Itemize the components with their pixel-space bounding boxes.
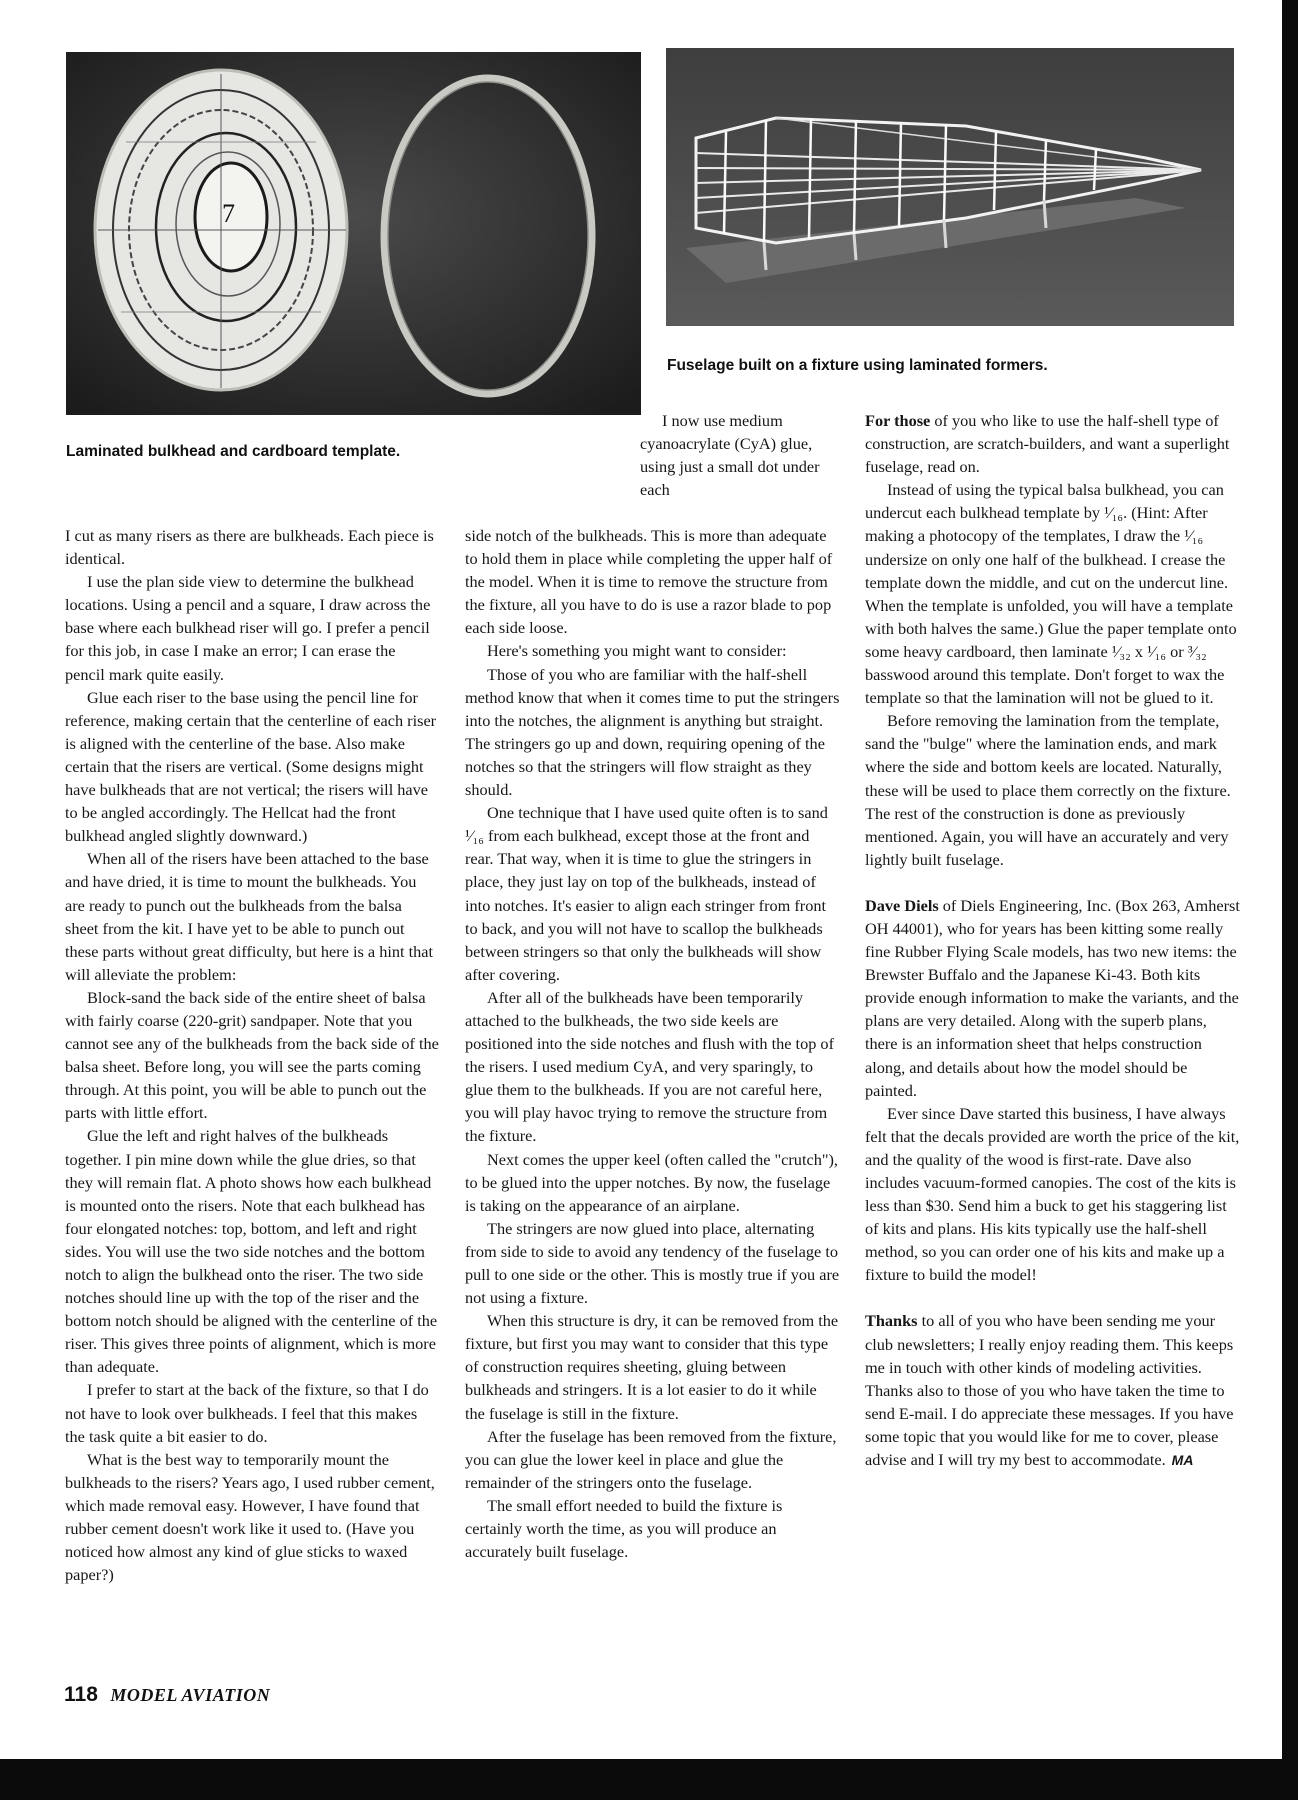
paragraph: The stringers are now glued into place, alternating from side to side to avoid any tendency of the fuselage to pull to one side or the other. This is mostly true if you are not using a fixture. bbox=[465, 1218, 840, 1308]
paragraph: I cut as many risers as there are bulkheads. Each piece is identical. bbox=[65, 526, 434, 569]
article-column-1 bbox=[65, 524, 439, 1586]
paragraph: After the fuselage has been removed from the fixture, you can glue the lower keel in place and glue the remainder of the stringers onto the fuselage. bbox=[465, 1426, 837, 1492]
paragraph: When this structure is dry, it can be removed from the fixture, but first you may want to consider that this type of construction requires sheeting, gluing between bulkheads and stringers. It is a lot easier to do it while the fuselage is still in the fixture. bbox=[465, 1311, 839, 1423]
paragraph: For those of you who like to use the half-shell type of construction, are scratch-builders, and want a superlight fuselage, read on. bbox=[865, 411, 1230, 477]
paragraph: I now use medium cyanoacrylate (CyA) glue, using just a small dot under each bbox=[640, 411, 820, 500]
photo-caption-bulkhead: Laminated bulkhead and cardboard template. bbox=[66, 443, 401, 460]
fuselage-photo-image bbox=[666, 48, 1234, 326]
paragraph: side notch of the bulkheads. This is more than adequate to hold them in place while completing the upper half of the model. When it is time to remove the structure from the fixture, all you have to do is use a razor blade to pop each side loose. bbox=[465, 526, 833, 638]
paragraph: Instead of using the typical balsa bulkhead, you can undercut each bulkhead template by ¹⁄₁₆. (Hint: After making a photocopy of the templates, I draw the ¹⁄₁₆ undersize on only one half of the bulkhead. I crease the template down the middle, and cut on the undercut line. When the template is unfolded, you will have a template with both halves the same.) Glue the paper template onto some heavy cardboard, then laminate ¹⁄₃₂ x ¹⁄₁₆ or ³⁄₃₂ basswood around this template. Don't forget to wax the template so that the lamination will not be glued to it. bbox=[865, 480, 1237, 708]
template-number-label: 7 bbox=[222, 199, 235, 228]
paragraph: I use the plan side view to determine the bulkhead locations. Using a pencil and a square, I draw across the base where each bulkhead riser will go. I prefer a pencil for this job, in case I make an error; I can erase the pencil mark quite easily. bbox=[65, 572, 431, 684]
paragraph: What is the best way to temporarily mount the bulkheads to the risers? Years ago, I used rubber cement, which made removal easy. However, I have found that rubber cement doesn't work like it used to. (Have you noticed how almost any kind of glue sticks to waxed paper?) bbox=[65, 1449, 435, 1585]
paragraph: Next comes the upper keel (often called the "crutch"), to be glued into the upper notches. By now, the fuselage is taking on the appearance of an airplane. bbox=[465, 1149, 838, 1215]
paragraph: Thanks to all of you who have been sending me your club newsletters; I really enjoy reading them. This keeps me in touch with other kinds of modeling activities. Thanks also to those of you who have taken the time to send E-mail. I do appreciate these messages. If you have some topic that you would like for me to cover, please advise and I will try my best to accommodate. MA bbox=[865, 1311, 1234, 1470]
article-column-2 bbox=[465, 524, 840, 1563]
paragraph: Ever since Dave started this business, I have always felt that the decals provided are worth the price of the kit, and the quality of the wood is first-rate. Dave also includes vacuum-formed canopies. The cost of the kits is less than $30. Send him a buck to get his staggering list of kits and plans. His kits typically use the half-shell method, so you can order one of his kits and make up a fixture to build the model! bbox=[865, 1103, 1240, 1285]
article-column-2-lead bbox=[640, 409, 840, 501]
scan-border-right bbox=[1282, 0, 1298, 1800]
magazine-name: MODEL AVIATION bbox=[110, 1685, 271, 1705]
bulkhead-photo bbox=[66, 52, 641, 415]
fuselage-photo bbox=[666, 48, 1234, 326]
run-in-head: Dave Diels bbox=[865, 895, 939, 915]
paragraph: I prefer to start at the back of the fixture, so that I do not have to look over bulkheads. I feel that this makes the task quite a bit easier to do. bbox=[65, 1380, 429, 1446]
run-in-head: Thanks bbox=[865, 1311, 918, 1331]
bulkhead-photo-image bbox=[66, 52, 641, 415]
paragraph: Glue the left and right halves of the bulkheads together. I pin mine down while the glue dries, so that they will remain flat. A photo shows how each bulkhead is mounted onto the risers. Note that each bulkhead has four elongated notches: top, bottom, and left and right sides. You will use the two side notches and the bottom notch to align the bulkhead onto the riser. The two side notches should line up with the top of the riser and the bottom notch should be aligned with the centerline of the riser. This gives three points of alignment, which is more than adequate. bbox=[65, 1126, 438, 1377]
photo-caption-fuselage: Fuselage built on a fixture using laminated formers. bbox=[667, 357, 1048, 374]
article-column-3 bbox=[865, 409, 1240, 1472]
scan-border-bottom bbox=[0, 1759, 1298, 1800]
page-footer bbox=[64, 1683, 270, 1707]
paragraph: Here's something you might want to consider: bbox=[487, 641, 787, 661]
paragraph: Glue each riser to the base using the pencil line for reference, making certain that the centerline of each riser is aligned with the centerline of the base. Also make certain that the risers are vertical. (Some designs might have bulkheads that are not vertical; the risers will have to be angled accordingly. The Hellcat had the front bulkhead angled slightly downward.) bbox=[65, 687, 437, 846]
paragraph: Before removing the lamination from the template, sand the "bulge" where the lamination ends, and mark where the side and bottom keels are located. Naturally, these will be used to place them correctly on the fixture. The rest of the construction is done as previously mentioned. Again, you will have an accurately and very lightly built fuselage. bbox=[865, 711, 1231, 869]
end-mark: MA bbox=[1171, 1452, 1194, 1469]
page-number: 118 bbox=[64, 1683, 98, 1706]
paragraph: One technique that I have used quite often is to sand ¹⁄₁₆ from each bulkhead, except those at the front and rear. That way, when it is time to glue the stringers in place, they just lay on top of the bulkheads, instead of into notches. It's easier to align each stringer from front to back, and you will not have to scallop the bulkheads between stringers so that only the bulkheads will show after covering. bbox=[465, 803, 828, 984]
paragraph: The small effort needed to build the fixture is certainly worth the time, as you will produce an accurately built fuselage. bbox=[465, 1495, 783, 1562]
paragraph: Block-sand the back side of the entire sheet of balsa with fairly coarse (220-grit) sandpaper. Note that you cannot see any of the bulkheads from the back side of the balsa sheet. Before long, you will see the parts coming through. At this point, you will be able to punch out the parts with little effort. bbox=[65, 987, 439, 1123]
paragraph: After all of the bulkheads have been temporarily attached to the bulkheads, the two side keels are positioned into the side notches and flush with the top of the risers. I used medium CyA, and very sparingly, to glue them to the bulkheads. If you are not careful here, you will play havoc trying to remove the structure from the fixture. bbox=[465, 987, 834, 1146]
run-in-head: For those bbox=[865, 411, 931, 430]
paragraph: When all of the risers have been attached to the base and have dried, it is time to mount the bulkheads. You are ready to punch out the bulkheads from the balsa sheet from the kit. I have yet to be able to punch out these parts without great difficulty, but here is a hint that will alleviate the problem: bbox=[65, 849, 434, 984]
paragraph: Those of you who are familiar with the half-shell method know that when it comes time to put the stringers into the notches, the alignment is anything but straight. The stringers go up and down, requiring opening of the notches so that the stringers will flow straight as they should. bbox=[465, 664, 840, 800]
paragraph: Dave Diels of Diels Engineering, Inc. (Box 263, Amherst OH 44001), who for years has been kitting some really fine Rubber Flying Scale models, has two new items: the Brewster Buffalo and the Japanese Ki-43. Both kits provide enough information to make the variants, and the plans are very detailed. Along with the superb plans, there is an information sheet that helps construction along, and details about how the model should be painted. bbox=[865, 895, 1240, 1100]
